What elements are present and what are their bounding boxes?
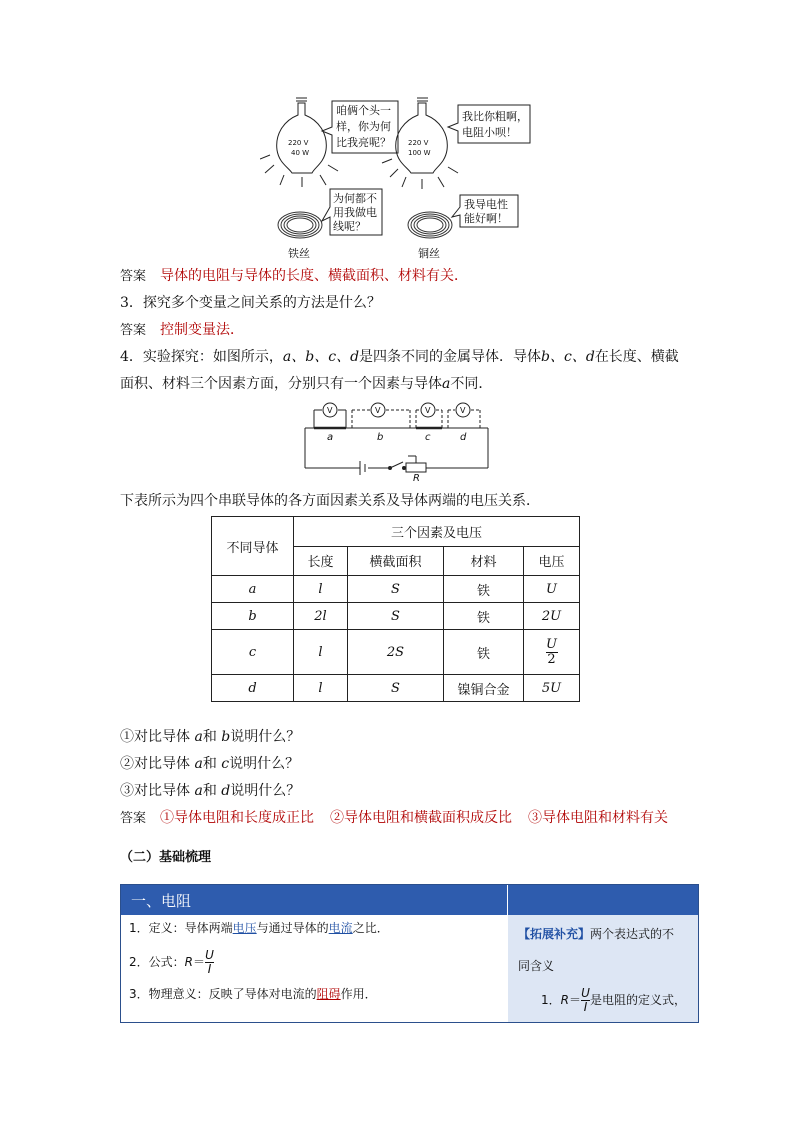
box-definition: 1．定义：导体两端电压与通过导体的电流之比． [129,921,389,935]
bubble1-line3: 比我亮呢？ [336,136,391,149]
answer-label: 答案 [120,269,147,284]
bulb-cartoon-figure [260,95,540,265]
voltmeter-3-label: V [425,406,431,415]
cell-voltage: 2U [524,603,580,630]
table-row [212,630,580,675]
bulb1-rating-line1: 220 V [288,139,309,147]
q4-line2-var: a [442,376,451,392]
answer-3 [120,320,244,341]
cell-material: 铁 [444,576,524,603]
bulb2-rating-line2: 100 W [408,149,431,157]
side-item-1: 1．R＝ $\frac{U}{I}$ 是电阻的定义式， [541,986,687,1014]
rheostat-label: R [413,473,420,482]
side-heading-line1: 【拓展补充】两个表达式的不 [518,927,675,941]
cell-voltage: U [524,576,580,603]
box-divider [507,885,508,1022]
bubble4-line2: 能好啊！ [464,212,508,225]
iron-wire-label: 铁丝 [288,247,310,260]
bubble1-line2: 样，你为何 [336,120,391,133]
sub-question-1: ①对比导体 a和 b说明什么？ [120,729,301,745]
voltmeter-2-label: V [375,406,381,415]
section-heading: （二）基础梳理 [120,850,212,865]
q4-vars: a、b、c、d [282,349,360,365]
table-row [212,603,580,630]
conductor-properties-table [211,516,580,702]
q4-line2-text-b: 不同． [450,376,493,392]
cell-length: l [294,675,348,702]
voltmeter-1-label: V [327,406,333,415]
bubble4-line1: 我导电性 [464,198,508,211]
cell-area: S [348,675,444,702]
question-3: 3．探究多个变量之间关系的方法是什么？ [120,295,381,311]
sub-question-2: ②对比导体 a和 c说明什么？ [120,756,300,772]
cell-area: S [348,603,444,630]
box-meaning: 3．物理意义：反映了导体对电流的阻碍作用． [129,987,377,1001]
conductor-a-label: a [327,432,334,443]
voltage-numerator: U [546,636,557,652]
cell-length: l [294,576,348,603]
conductor-d-label: d [460,432,467,443]
q4-line2-text-a: 面积、材料三个因素方面，分别只有一个因素与导体 [120,376,442,392]
circuit-diagram [300,402,495,482]
cell-name: c [212,630,294,675]
bubble2-line1: 我比你粗啊， [462,110,528,123]
table-row [212,576,580,603]
answer-sub-2: ②导体电阻和横截面积成反比 [330,810,513,826]
answer-1-text: 导体的电阻与导体的长度、横截面积、材料有关． [160,268,469,284]
question-4-line1 [120,347,679,367]
col-material: 材料 [444,546,524,576]
answer-3-text: 控制变量法． [160,322,245,338]
cell-voltage-fraction [524,630,580,675]
box-title: 一、电阻 [131,892,192,910]
cell-length: 2l [294,603,348,630]
voltmeter-4-label: V [460,406,466,415]
copper-wire-label: 铜丝 [418,247,440,260]
bubble2-line2: 电阻小呗！ [462,126,517,139]
col-length: 长度 [294,546,348,576]
q4-vars2: b、c、d [541,349,595,365]
bubble3-line1: 为何都不 [333,192,377,205]
bubble1-line1: 咱俩个头一 [336,104,391,117]
cell-name: b [212,603,294,630]
answer-sub-3: ③导体电阻和材料有关 [528,810,669,826]
side-heading-line2: 同含义 [518,959,555,973]
cell-name: d [212,675,294,702]
cell-area: S [348,576,444,603]
cell-material: 铁 [444,630,524,675]
bubble3-line3: 线呢？ [333,220,366,233]
cell-name: a [212,576,294,603]
box-formula: 2．公式：R＝ $\frac{U}{I}$ [129,948,214,976]
table-row [212,675,580,702]
answer-label: 答案 [120,811,147,826]
table-header-row-1 [212,517,580,547]
answer-1 [120,266,468,287]
cell-length: l [294,630,348,675]
cell-material: 铁 [444,603,524,630]
question-4-line2 [120,374,492,394]
answer-sub-1: ①导体电阻和长度成正比 [160,810,315,826]
copper-wire-coil-icon [408,212,452,238]
cell-material: 镍铜合金 [444,675,524,702]
answer-label: 答案 [120,323,147,338]
header-group: 三个因素及电压 [294,517,580,547]
box-header [121,885,698,915]
answer-sub [120,808,668,829]
bulb2-rating-line1: 220 V [408,139,429,147]
q4-text-2: 是四条不同的金属导体．导体 [359,349,542,365]
conductor-b-label: b [377,432,384,443]
col-area: 横截面积 [348,546,444,576]
header-left: 不同导体 [212,517,294,576]
bubble3-line2: 用我做电 [333,206,377,219]
resistance-knowledge-box [120,884,699,1023]
cell-voltage: 5U [524,675,580,702]
sub-question-3: ③对比导体 a和 d说明什么？ [120,783,301,799]
voltage-denominator: 2 [547,651,556,667]
conductor-c-label: c [425,432,431,443]
q4-text-3: 在长度、横截 [594,349,679,365]
iron-wire-coil-icon [278,212,322,238]
bulb1-rating-line2: 40 W [291,149,310,157]
col-voltage: 电压 [524,546,580,576]
table-intro: 下表所示为四个串联导体的各方面因素关系及导体两端的电压关系． [120,493,540,509]
cell-area: 2S [348,630,444,675]
q4-text-1: 4．实验探究：如图所示， [120,349,283,365]
